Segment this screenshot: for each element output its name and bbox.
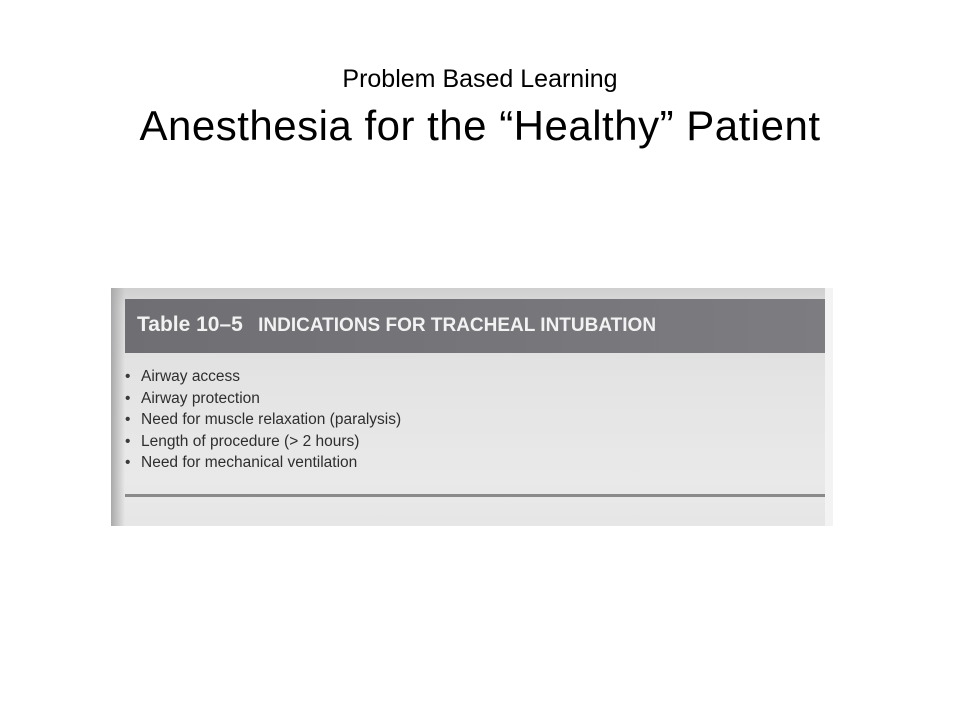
bullet-icon: • bbox=[125, 389, 131, 407]
indications-list bbox=[123, 366, 401, 474]
list-item-label: Airway protection bbox=[141, 389, 260, 407]
table-number: Table 10–5 bbox=[137, 313, 243, 336]
slide-subtitle: Problem Based Learning bbox=[342, 65, 618, 93]
slide-title-block bbox=[0, 62, 960, 152]
scanned-table-image bbox=[111, 288, 833, 526]
bullet-icon: • bbox=[125, 432, 131, 450]
list-item-label: Need for muscle relaxation (paralysis) bbox=[141, 411, 402, 428]
table-header-text bbox=[137, 313, 656, 337]
table-header-bar bbox=[125, 299, 825, 353]
list-item bbox=[123, 431, 401, 453]
bullet-icon: • bbox=[125, 411, 131, 428]
list-item-label: Length of procedure (> 2 hours) bbox=[141, 432, 360, 450]
list-item bbox=[123, 409, 401, 431]
table-title: INDICATIONS FOR TRACHEAL INTUBATION bbox=[258, 315, 657, 336]
list-item-label: Airway access bbox=[141, 368, 241, 385]
list-item-label: Need for mechanical ventilation bbox=[141, 454, 358, 471]
bullet-icon: • bbox=[125, 454, 131, 471]
list-item bbox=[123, 452, 401, 474]
scan-edge bbox=[825, 288, 833, 526]
slide-title: Anesthesia for the “Healthy” Patient bbox=[139, 102, 821, 149]
table-bottom-rule bbox=[125, 494, 825, 497]
list-item bbox=[123, 388, 401, 410]
bullet-icon: • bbox=[125, 368, 131, 385]
list-item bbox=[123, 366, 401, 388]
